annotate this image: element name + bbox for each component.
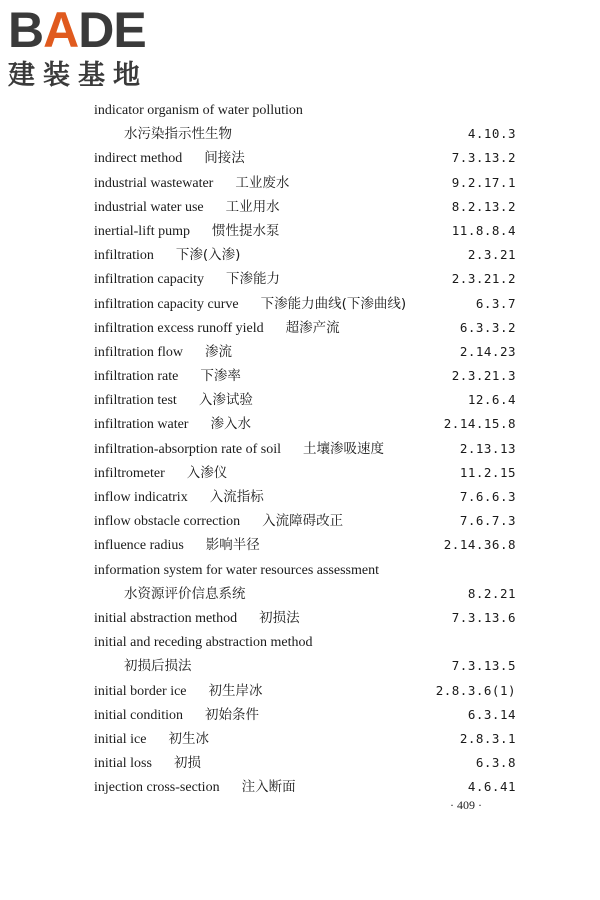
entry-english-term: injection cross-section (94, 780, 220, 796)
glossary-entry (94, 316, 516, 340)
glossary-entry (94, 437, 516, 461)
glossary-entry-list (94, 98, 516, 799)
glossary-entry (94, 122, 516, 146)
entry-chinese-term: 初损法 (259, 609, 300, 626)
entry-section-number: 2.3.21.2 (451, 271, 516, 287)
glossary-entry (94, 582, 516, 606)
entry-english-term: inertial-lift pump (94, 223, 191, 239)
entry-chinese-term: 入流指标 (209, 489, 264, 505)
entry-english-term: inflow indicatrix (94, 490, 188, 505)
glossary-entry (94, 219, 516, 243)
glossary-entry (94, 654, 516, 678)
entry-section-number: 2.14.15.8 (443, 416, 516, 432)
entry-section-number: 7.6.6.3 (459, 489, 516, 504)
glossary-entry (94, 558, 516, 582)
entry-section-number: 8.2.21 (467, 585, 516, 601)
entry-section-number: 11.8.8.4 (451, 222, 516, 238)
entry-chinese-term: 渗入水 (210, 416, 251, 433)
glossary-entry (94, 461, 516, 485)
entry-chinese-term: 初生岸冰 (208, 682, 263, 699)
entry-chinese-term: 入渗试验 (198, 392, 253, 409)
entry-section-number: 2.3.21.3 (451, 368, 516, 384)
bade-logo (8, 4, 178, 96)
entry-chinese-term: 间接法 (204, 150, 245, 167)
entry-chinese-term: 渗流 (205, 343, 233, 360)
logo-wordmark (8, 4, 146, 56)
entry-chinese-term: 影响半径 (205, 537, 260, 554)
entry-english-term: initial border ice (94, 683, 187, 699)
entry-english-term: initial ice (94, 731, 147, 747)
entry-english-term: indicator organism of water pollution (94, 103, 303, 118)
entry-chinese-term: 下渗(入渗) (175, 247, 241, 264)
entry-section-number: 6.3.8 (475, 755, 516, 771)
entry-chinese-term: 初始条件 (205, 706, 260, 723)
entry-english-term: initial condition (94, 707, 184, 723)
glossary-entry (94, 630, 516, 654)
entry-chinese-term: 超渗产流 (285, 319, 340, 336)
entry-section-number: 7.6.7.3 (459, 513, 516, 529)
logo-chinese-text: 建装基地 (8, 60, 148, 91)
entry-chinese-term: 注入断面 (241, 779, 296, 796)
entry-english-term: infiltration (94, 248, 154, 264)
entry-english-term: infiltration test (94, 393, 177, 409)
entry-chinese-term: 水资源评价信息系统 (124, 585, 246, 602)
entry-section-number: 8.2.13.2 (451, 198, 516, 214)
logo-letters-de: DE (78, 2, 146, 58)
entry-chinese-term: 土壤渗吸速度 (303, 440, 385, 457)
entry-english-term: industrial water use (94, 199, 204, 215)
entry-section-number: 11.2.15 (459, 464, 516, 480)
glossary-entry (94, 509, 516, 533)
entry-chinese-term: 下渗率 (200, 368, 241, 385)
entry-section-number: 7.3.13.5 (451, 658, 516, 674)
entry-chinese-term: 下渗能力曲线(下渗曲线) (260, 295, 407, 312)
entry-chinese-term: 下渗能力 (226, 271, 281, 288)
logo-letter-b: B (8, 2, 44, 58)
entry-english-term: industrial wastewater (94, 175, 214, 191)
logo-letter-a: A (43, 2, 79, 58)
entry-section-number: 2.8.3.6(1) (435, 682, 516, 698)
entry-section-number: 2.8.3.1 (459, 730, 516, 746)
entry-chinese-term: 入流障碍改正 (262, 513, 344, 530)
glossary-entry (94, 485, 516, 509)
glossary-entry (94, 679, 516, 703)
entry-english-term: infiltration rate (94, 369, 179, 385)
page-number: · 409 · (450, 798, 482, 812)
glossary-entry (94, 267, 516, 291)
entry-english-term: initial abstraction method (94, 610, 238, 626)
glossary-entry (94, 98, 516, 122)
entry-section-number: 7.3.13.2 (451, 150, 516, 166)
entry-english-term: influence radius (94, 538, 184, 554)
glossary-entry (94, 533, 516, 557)
entry-english-term: infiltrometer (94, 465, 165, 481)
entry-section-number: 2.14.23 (459, 343, 516, 359)
glossary-entry (94, 606, 516, 630)
entry-english-term: infiltration capacity (94, 272, 205, 288)
entry-english-term: inflow obstacle correction (94, 514, 241, 530)
entry-english-term: infiltration-absorption rate of soil (94, 441, 282, 457)
entry-english-term: infiltration flow (94, 344, 184, 360)
entry-section-number: 4.6.41 (467, 779, 516, 795)
glossary-entry (94, 775, 516, 799)
glossary-entry (94, 292, 516, 316)
glossary-entry (94, 364, 516, 388)
entry-english-term: initial and receding abstraction method (94, 635, 313, 651)
entry-section-number: 9.2.17.1 (451, 174, 516, 190)
entry-section-number: 2.3.21 (467, 247, 516, 263)
entry-chinese-term: 水污染指示性生物 (124, 126, 232, 143)
glossary-entry (94, 171, 516, 195)
glossary-entry (94, 751, 516, 775)
entry-chinese-term: 入渗仪 (186, 464, 228, 481)
entry-section-number: 2.14.36.8 (443, 537, 516, 553)
entry-english-term: initial loss (94, 756, 152, 772)
entry-english-term: information system for water resources assessment (94, 562, 379, 578)
glossary-entry (94, 340, 516, 364)
entry-chinese-term: 初损 (173, 755, 201, 772)
entry-section-number: 7.3.13.6 (451, 609, 516, 625)
glossary-entry (94, 703, 516, 727)
glossary-entry (94, 146, 516, 170)
entry-section-number: 2.13.13 (459, 440, 516, 456)
entry-section-number: 4.10.3 (467, 126, 516, 142)
entry-section-number: 12.6.4 (467, 392, 516, 408)
glossary-entry (94, 195, 516, 219)
entry-chinese-term: 初生冰 (168, 730, 209, 747)
glossary-entry (94, 243, 516, 267)
entry-english-term: infiltration water (94, 417, 189, 433)
entry-english-term: infiltration excess runoff yield (94, 320, 264, 336)
entry-chinese-term: 初损后损法 (124, 658, 192, 675)
entry-english-term: indirect method (94, 151, 183, 167)
entry-chinese-term: 惯性提水泵 (212, 222, 280, 239)
glossary-entry (94, 727, 516, 751)
entry-chinese-term: 工业用水 (225, 198, 280, 215)
entry-section-number: 6.3.7 (475, 295, 516, 311)
entry-section-number: 6.3.14 (467, 706, 516, 722)
entry-chinese-term: 工业废水 (235, 174, 290, 191)
glossary-entry (94, 412, 516, 436)
entry-section-number: 6.3.3.2 (459, 319, 516, 335)
glossary-entry (94, 388, 516, 412)
entry-english-term: infiltration capacity curve (94, 296, 239, 312)
